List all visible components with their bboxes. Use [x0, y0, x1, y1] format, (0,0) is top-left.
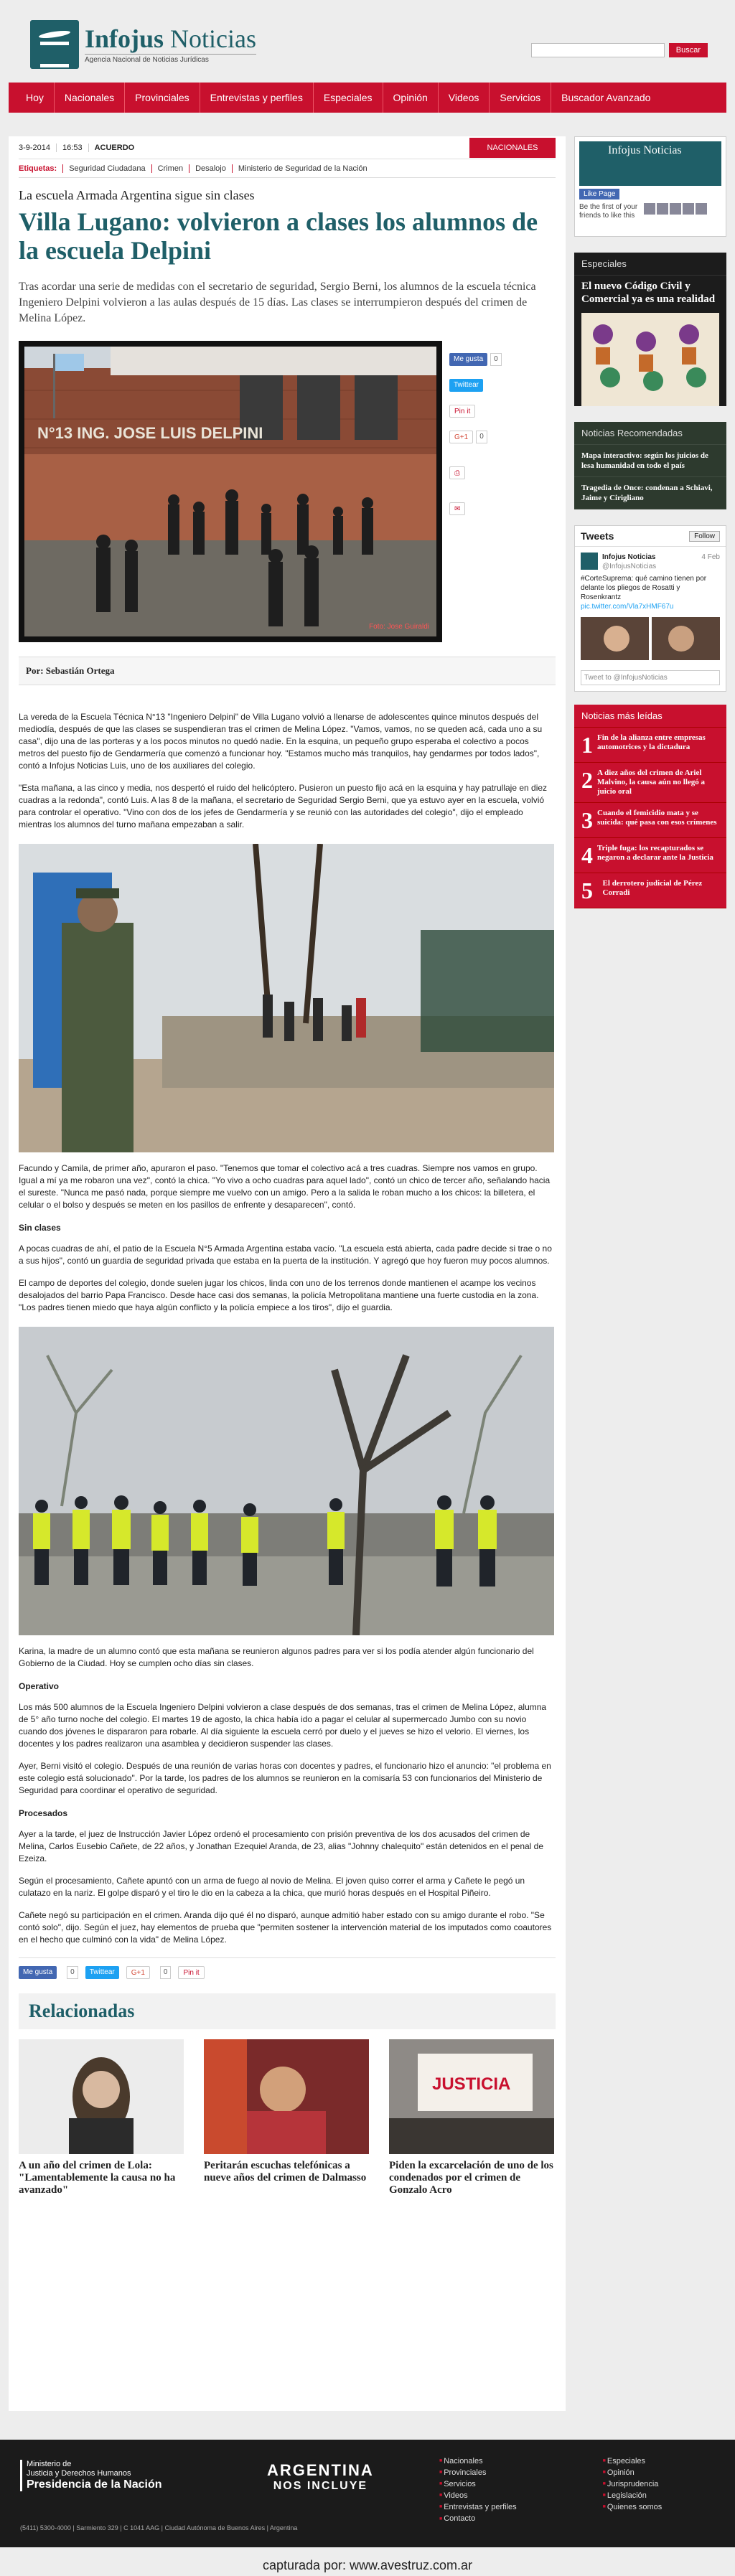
search-input[interactable]: [531, 43, 665, 57]
nav-item-nacionales[interactable]: Nacionales: [55, 83, 125, 113]
footer-link[interactable]: ■ Jurisprudencia: [603, 2478, 663, 2490]
twitter-widget: [574, 525, 726, 692]
nav-item-buscador[interactable]: Buscador Avanzado: [561, 92, 651, 103]
related-card[interactable]: [389, 2039, 554, 2196]
sidebar: [574, 136, 726, 908]
nos-incluye-text: NOS INCLUYE: [273, 2480, 368, 2492]
recommended-item[interactable]: Mapa interactivo: según los juicios de lesa humanidad en todo el país: [574, 445, 726, 477]
especiales-head: Especiales: [574, 253, 726, 276]
most-read-title: Cuando el femicidio mata y se suicida: qué pasa con esos crímenes: [597, 809, 717, 827]
recommended-item[interactable]: Tragedia de Once: condenan a Schiavi, Jaime y Cirigliano: [574, 477, 726, 509]
footer-link[interactable]: ■ Provinciales: [439, 2467, 517, 2478]
fb-friend-faces: [644, 203, 707, 215]
logo-title-a: Infojus: [85, 24, 164, 53]
header: [9, 0, 726, 83]
most-read-title: Fin de la alianza entre empresas automotrices y la dictadura: [597, 733, 706, 751]
tag-item[interactable]: Ministerio de Seguridad de la Nación: [232, 164, 373, 173]
related-title: Relacionadas: [19, 1993, 556, 2029]
most-read-item[interactable]: [574, 728, 726, 763]
footer-links: [439, 2455, 662, 2525]
gplus-button[interactable]: G+1: [449, 431, 473, 443]
site-logo[interactable]: [30, 20, 256, 69]
tweet-text: #CorteSuprema: qué camino tienen por delante los pliegos de Rosatti y Rosenkrantz: [581, 575, 707, 601]
gplus-count-bottom: 0: [160, 1966, 172, 1979]
related-caption: Piden la excarcelación de uno de los condenados por el crimen de Gonzalo Acro: [389, 2160, 553, 2196]
capture-credit: capturada por: www.avestruz.com.ar: [262, 2558, 473, 2572]
logo-title-b: Noticias: [170, 24, 257, 53]
tweets-head: Tweets: [581, 530, 614, 542]
nav-item-provinciales[interactable]: Provinciales: [125, 83, 200, 113]
paragraph: Ayer a la tarde, el juez de Instrucción Javier López ordenó el procesamiento con prisión preventiva de los dos acusados del crimen de Melina, Carlos Eusebio Cañete, de 22 años, y Jonathan Ezequiel Aranda, de 23, alias "Johnny chalequito" están detenidos en el penal de Ezeiza.: [19, 1829, 544, 1863]
fb-page-header[interactable]: [579, 141, 721, 186]
category-badge[interactable]: NACIONALES: [469, 138, 556, 158]
article-lead: Tras acordar una serie de medidas con el secretario de seguridad, Sergio Berni, los alumnos de la escuela técnica Ingeniero Delpini volvieron a las aulas después de 15 días. Las clases se interrumpieron después del crimen de Melina López.: [19, 281, 536, 324]
nav-item-especiales[interactable]: Especiales: [314, 83, 383, 113]
main-nav: [9, 83, 726, 113]
most-read-title: El derrotero judicial de Pérez Corradi: [602, 879, 703, 897]
article-date: 3-9-2014: [19, 144, 57, 152]
argentina-text: ARGENTINA: [267, 2461, 374, 2479]
twitter-avatar: [581, 553, 598, 570]
nav-item-opinion[interactable]: Opinión: [383, 83, 439, 113]
most-read-number: 4: [581, 842, 593, 868]
fb-like-count-bottom: 0: [67, 1966, 78, 1979]
subheading-operativo: Operativo: [19, 1681, 60, 1691]
footer-link[interactable]: ■ Videos: [439, 2490, 517, 2501]
related-card[interactable]: [204, 2039, 369, 2196]
nav-item-servicios[interactable]: Servicios: [490, 83, 551, 113]
paragraph: Los más 500 alumnos de la Escuela Ingeniero Delpini volvieron a clase después de dos semanas, tras el crimen de Melina López, alumna de 5° año turno noche del colegio. El martes 19 de agosto, la chica había ido a pagar el celular al supermercado Jumbo con su novio cuando dos jóvenes le dispararon para robarle. Al día siguiente la escuela cerró por duelo y el jueves se hizo el velorio. El viernes, los docentes y los padres realizaron una asamblea y decidieron suspender las clases.: [19, 1702, 547, 1749]
logo-subtitle: Agencia Nacional de Noticias Jurídicas: [85, 54, 256, 64]
police-photo[interactable]: [19, 1327, 554, 1635]
share-bar-bottom: [19, 1957, 556, 1979]
article-section: ACUERDO: [94, 143, 135, 152]
paragraph: El campo de deportes del colegio, donde suelen jugar los chicos, linda con uno de los terrenos donde mantienen el acampe los vecinos desalojados del barrio Papa Francisco. Desde hace casi dos semanas, la policía Metropolitana mantiene una fuerte custodia en la zona. "Los padres tienen miedo que haya algún conflicto y la policía empiece a los tiros", dijo el guardia.: [19, 1278, 539, 1312]
tweet: [575, 547, 726, 666]
facebook-widget: [574, 136, 726, 237]
article-time: 16:53: [62, 144, 89, 152]
especiales-image: [581, 313, 719, 406]
paragraph: Karina, la madre de un alumno contó que esta mañana se reunieron algunos padres para ver si los podía atender algún funcionario del Gobierno de la Ciudad. Hoy se cumplen ocho días sin clases.: [19, 1646, 534, 1668]
footer-link[interactable]: ■ Especiales: [603, 2455, 663, 2467]
footer: [0, 2440, 735, 2547]
tweet-photo[interactable]: [581, 617, 720, 660]
ministry-line-2: Justicia y Derechos Humanos: [27, 2469, 131, 2478]
tweet-button[interactable]: Twittear: [449, 379, 483, 392]
gendarme-photo-art: [19, 844, 554, 1152]
tags-label: Etiquetas:: [19, 164, 57, 173]
ministry-line-3: Presidencia de la Nación: [27, 2478, 162, 2491]
police-photo-art: [19, 1327, 554, 1635]
most-read-item[interactable]: [574, 803, 726, 838]
nav-item-entrevistas[interactable]: Entrevistas y perfiles: [200, 83, 314, 113]
related-image: [389, 2039, 554, 2154]
most-read-title: Triple fuga: los recapturados se negaron a declarar ante la Justicia: [597, 844, 713, 862]
footer-link[interactable]: ■ Nacionales: [439, 2455, 517, 2467]
related-caption: A un año del crimen de Lola: "Lamentablemente la causa no ha avanzado": [19, 2160, 176, 2196]
article-body: [19, 711, 556, 1946]
article-meta: [19, 136, 556, 159]
most-read-number: 1: [581, 732, 593, 758]
nav-item-hoy[interactable]: Hoy: [16, 83, 55, 113]
print-icon[interactable]: ⎙: [449, 466, 465, 479]
related-image: [19, 2039, 184, 2154]
tag-item[interactable]: Seguridad Ciudadana: [62, 164, 151, 173]
footer-link[interactable]: ■ Quienes somos: [603, 2501, 663, 2513]
especiales-title: El nuevo Código Civil y Comercial ya es una realidad: [581, 281, 716, 305]
most-read-number: 5: [581, 878, 593, 903]
related-caption: Peritarán escuchas telefónicas a nueve años del crimen de Dalmasso: [204, 2160, 367, 2184]
tweet-date: 4 Feb: [701, 553, 720, 561]
paragraph: "Esta mañana, a las cinco y media, nos despertó el ruido del helicóptero. Pusieron un puesto fijo acá en la esquina y hay patrullaje en diez cuadras a la redonda", contó Luis. A las 8 de la mañana, el secretario de Seguridad Sergio Berni, que ya estuvo ayer en la escuela, volvió para controlar el operativo. "Vino con dos de los jefes de Gendarmería y se reunió con las autoridades del colegio", dijo el empleado mientras los alumnos del turno mañana empezaban a salir.: [19, 783, 548, 829]
footer-link[interactable]: ■ Servicios: [439, 2478, 517, 2490]
tag-item[interactable]: Desalojo: [189, 164, 232, 173]
ministry-line-1: Ministerio de: [27, 2460, 72, 2468]
footer-address: (5411) 5300-4000 | Sarmiento 329 | C 1041 AAG | Ciudad Autónoma de Buenos Aires | Argentina: [20, 2524, 298, 2532]
paragraph: Ayer, Berni visitó el colegio. Después de una reunión de varias horas con docentes y padres, el funcionario hizo el anuncio: "el problema en este colegio está solucionado". Por la tarde, los padres de los alumnos se reunieron en la comisaría 53 con funcionarios del Ministerio de Seguridad para coordinar el operativo de seguridad.: [19, 1761, 551, 1795]
tweet-user[interactable]: Infojus Noticias: [602, 553, 656, 561]
most-read-block: [574, 705, 726, 908]
tweet-button-bottom[interactable]: Twittear: [85, 1966, 119, 1979]
fb-like-button[interactable]: Me gusta: [449, 353, 487, 366]
logo-icon: [30, 20, 79, 69]
gendarme-photo[interactable]: [19, 844, 554, 1152]
most-read-item[interactable]: [574, 873, 726, 908]
paragraph: La vereda de la Escuela Técnica N°13 "Ingeniero Delpini" de Villa Lugano volvió a llenarse de adolescentes quince minutos después del mediodía, después de que las clases se suspendieran tras el crimen de Melina López. "Vamos, vamos, no se queden acá, cada uno a su casa", dijo una de las porteras y a los pocos minutos no quedó nadie. En la esquina, un pequeño grupo esperaba el colectivo a pocos metros del puesto fijo de Gendarmería que comenzó a funcionar hoy. "Estamos mucho más tranquilos, hay gendarmes por todos lados", contó a Infojus Noticias Luis, uno de los auxiliares del colegio.: [19, 712, 543, 771]
share-column: [449, 341, 557, 516]
nav-item-videos[interactable]: Videos: [439, 83, 490, 113]
related-image: [204, 2039, 369, 2154]
footer-link[interactable]: ■ Contacto: [439, 2513, 517, 2524]
recommended-block: [574, 422, 726, 509]
main-photo[interactable]: [19, 341, 442, 642]
most-read-title: A diez años del crimen de Ariel Malvino, la causa aún no llegó a juicio oral: [597, 768, 706, 796]
especiales-block[interactable]: [574, 253, 726, 406]
footer-link[interactable]: ■ Entrevistas y perfiles: [439, 2501, 517, 2513]
recommended-head: Noticias Recomendadas: [574, 422, 726, 445]
tweet-link[interactable]: pic.twitter.com/Vla7xHMF67u: [581, 603, 674, 611]
photo-credit: Foto: Jose Guiraldi: [369, 623, 429, 631]
pinterest-button[interactable]: Pin it: [449, 405, 475, 418]
footer-link[interactable]: ■ Legislación: [603, 2490, 663, 2501]
search-button[interactable]: Buscar: [669, 43, 708, 57]
subheading-sin-clases: Sin clases: [19, 1223, 61, 1233]
article-author: Por: Sebastián Ortega: [19, 657, 556, 685]
tweet-handle: @InfojusNoticias: [602, 563, 657, 570]
related-card[interactable]: [19, 2039, 184, 2196]
paragraph: Cañete negó su participación en el crimen. Aranda dijo qué él no disparó, aunque admitió haber estado con su amigo durante el robo. "Se contó solo", dijo. Según el juez, hay elementos de prueba que "permiten sostener la intervención material de los imputados como coautores en el hecho que culminó con la vida" de Melina López.: [19, 1910, 552, 1945]
most-read-number: 3: [581, 807, 593, 833]
most-read-item[interactable]: [574, 763, 726, 803]
svg-text:JUSTICIA: JUSTICIA: [432, 2074, 511, 2094]
main-photo-area: [19, 341, 556, 649]
paragraph: Según el procesamiento, Cañete apuntó con un arma de fuego al novio de Melina. El joven quiso correr el arma y Cañete le pegó un culatazo en la nariz. El golpe disparó y el tiro le dio en la cabeza a la chica, que murió horas después en el Hospital Piñeiro.: [19, 1876, 525, 1898]
tag-item[interactable]: Crimen: [151, 164, 189, 173]
fb-like-button-bottom[interactable]: Me gusta: [19, 1966, 57, 1979]
school-photo-art: [24, 347, 436, 636]
ministry-logo[interactable]: [20, 2460, 162, 2491]
fb-like-count: 0: [490, 353, 502, 366]
subheading-procesados: Procesados: [19, 1808, 68, 1818]
paragraph: Facundo y Camila, de primer año, apuraron el paso. "Tenemos que tomar el colectivo acá a tres cuadras. Siempre nos vamos en grupo. Igual a mí ya me robaron una vez", contó la chica. "Yo vivo a ocho cuadras para aquel lado", contó un chico de tercer año, señalando hacia el sureste. "Nunca me pasó nada, porque siempre me vuelvo con un amigo. Pero a la salida le roban mucho a los chicos: la billetera, el celular o el bolso y después se meten en los pasillos de enfrente y desaparecen", contó.: [19, 1163, 551, 1210]
paragraph: A pocas cuadras de ahí, el patio de la Escuela N°5 Armada Argentina estaba vacío. "La escuela está abierta, cada padre decide si trae o no a sus hijos", contó un guardia de seguridad privada que estaba en la puerta de la institución. Y agregó que hoy fueron muy pocos alumnos.: [19, 1244, 552, 1266]
article-headline: Villa Lugano: volvieron a clases los alumnos de la escuela Delpini: [19, 207, 538, 265]
most-read-number: 2: [581, 767, 593, 793]
search-form: [531, 43, 708, 57]
gplus-count: 0: [476, 431, 487, 443]
tweet-compose-input[interactable]: Tweet to @InfojusNoticias: [581, 670, 720, 685]
fb-page-name: Infojus Noticias: [608, 144, 682, 156]
argentina-logo: [267, 2461, 374, 2493]
article-kicker: La escuela Armada Argentina sigue sin clases: [19, 188, 255, 202]
fb-page-like-button[interactable]: Like Page: [579, 189, 619, 199]
school-photo: [24, 347, 436, 636]
pinterest-button-bottom[interactable]: Pin it: [178, 1966, 204, 1979]
most-read-head: Noticias más leídas: [574, 705, 726, 728]
email-icon[interactable]: ✉: [449, 502, 465, 515]
school-sign: N°13 ING. JOSE LUIS DELPINI: [37, 424, 263, 442]
fb-page-text: Be the first of your friends to like this: [579, 203, 638, 220]
twitter-follow-button[interactable]: Follow: [689, 531, 720, 542]
related-section: [19, 1993, 556, 2196]
most-read-item[interactable]: [574, 838, 726, 873]
gplus-button-bottom[interactable]: G+1: [126, 1966, 150, 1979]
tags-bar: [19, 159, 556, 178]
footer-link[interactable]: ■ Opinión: [603, 2467, 663, 2478]
article-column: [9, 136, 566, 2411]
